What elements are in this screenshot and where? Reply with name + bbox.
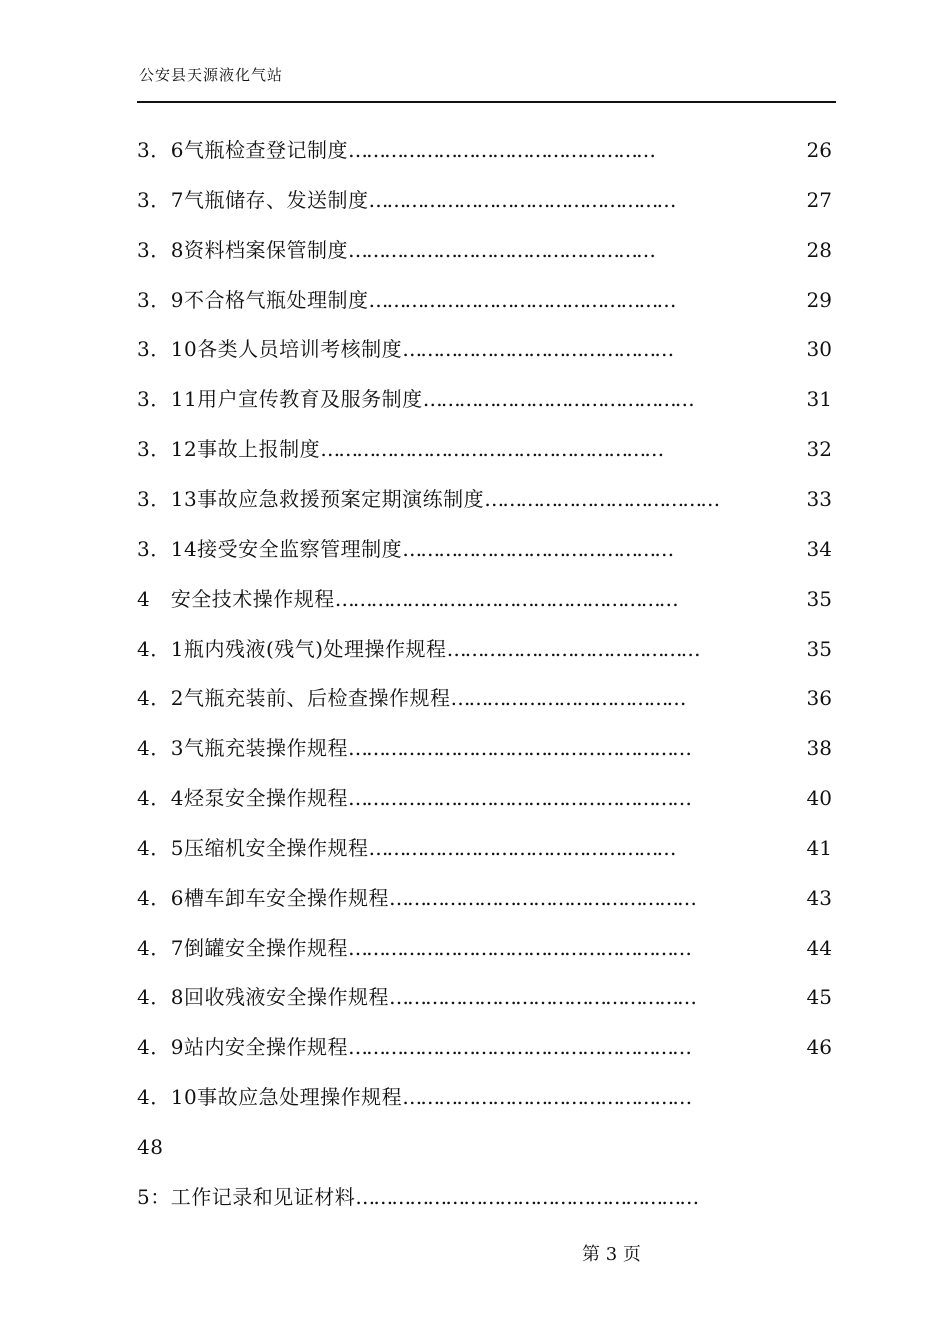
toc-entry-page-number: 26 bbox=[806, 138, 832, 162]
toc-entry-label: 3．14接受安全监察管理制度 bbox=[137, 537, 403, 561]
toc-entry-label: 5：工作记录和见证材料 bbox=[137, 1185, 356, 1209]
toc-entry-leader-dots: ………………………………… bbox=[450, 686, 685, 710]
toc-entry-page-number: 45 bbox=[806, 985, 832, 1009]
toc-entry-page-number: 46 bbox=[806, 1035, 832, 1059]
toc-entry[interactable] bbox=[137, 886, 695, 910]
toc-entry-page-number: 32 bbox=[806, 437, 832, 461]
toc-entry-label: 4．6槽车卸车安全操作规程 bbox=[137, 886, 389, 910]
toc-entry[interactable] bbox=[137, 537, 672, 561]
toc-entry[interactable] bbox=[137, 936, 690, 960]
page-header-title: 公安县天源液化气站 bbox=[139, 66, 284, 84]
toc-entry-label: 3．6气瓶检查登记制度 bbox=[137, 138, 348, 162]
toc-entry-page-number: 43 bbox=[806, 886, 832, 910]
toc-entry[interactable] bbox=[137, 337, 672, 361]
toc-entry-label: 4．3气瓶充装操作规程 bbox=[137, 736, 348, 760]
toc-entry[interactable] bbox=[137, 437, 662, 461]
toc-entry-leader-dots: ……………………………………… bbox=[402, 537, 673, 561]
toc-entry-leader-dots: …………………………………………… bbox=[347, 138, 654, 162]
toc-entry-label: 3．12事故上报制度 bbox=[137, 437, 321, 461]
toc-entry-label: 3．7气瓶储存、发送制度 bbox=[137, 188, 369, 212]
toc-entry[interactable] bbox=[137, 637, 699, 661]
toc-entry-label: 4．8回收残液安全操作规程 bbox=[137, 985, 389, 1009]
toc-entry-label: 4．2气瓶充装前、后检查操作规程 bbox=[137, 686, 451, 710]
toc-entry-page-number: 31 bbox=[806, 387, 832, 411]
toc-entry-leader-dots: ………………………………………………… bbox=[320, 437, 663, 461]
toc-entry[interactable] bbox=[137, 1085, 690, 1109]
toc-entry-page-number: 35 bbox=[806, 587, 832, 611]
toc-entry-page-number: 40 bbox=[806, 786, 832, 810]
toc-entry-label: 4．10事故应急处理操作规程 bbox=[137, 1085, 403, 1109]
toc-entry-leader-dots: ………………………………… bbox=[484, 487, 719, 511]
toc-entry-label: 4．7倒罐安全操作规程 bbox=[137, 936, 348, 960]
toc-entry-leader-dots: ………………………………………… bbox=[402, 1085, 691, 1109]
toc-entry[interactable] bbox=[137, 836, 674, 860]
toc-entry-page-number: 41 bbox=[806, 836, 832, 860]
toc-entry-label: 4 安全技术操作规程 bbox=[137, 587, 335, 611]
toc-entry-label: 3．8资料档案保管制度 bbox=[137, 238, 348, 262]
toc-entry-leader-dots: …………………………………………… bbox=[388, 985, 695, 1009]
toc-entry-leader-dots: ………………………………………………… bbox=[347, 1035, 690, 1059]
toc-entry[interactable] bbox=[137, 387, 693, 411]
toc-entry-leader-dots: …………………………………………… bbox=[347, 238, 654, 262]
toc-entry-label: 3．13事故应急救援预案定期演练制度 bbox=[137, 487, 485, 511]
toc-entry-page-number: 44 bbox=[806, 936, 832, 960]
toc-entry-label: 3．11用户宣传教育及服务制度 bbox=[137, 387, 423, 411]
toc-entry-label: 4．1瓶内残液(残气)处理操作规程 bbox=[137, 637, 447, 661]
toc-entry-leader-dots: …………………………………………… bbox=[368, 288, 675, 312]
toc-entry-page-number: 28 bbox=[806, 238, 832, 262]
toc-entry-leader-dots: ……………………………………… bbox=[402, 337, 673, 361]
toc-entry-leader-dots: ………………………………………………… bbox=[347, 736, 690, 760]
toc-entry-page-number: 29 bbox=[806, 288, 832, 312]
toc-entry-leader-dots: ……………………………………… bbox=[422, 387, 693, 411]
toc-entry[interactable] bbox=[137, 138, 654, 162]
toc-entry[interactable] bbox=[137, 238, 654, 262]
toc-entry-leader-dots: …………………………………… bbox=[446, 637, 699, 661]
toc-entry-label: 3．10各类人员培训考核制度 bbox=[137, 337, 403, 361]
toc-entry[interactable] bbox=[137, 1135, 163, 1159]
toc-entry[interactable] bbox=[137, 188, 674, 212]
toc-entry-leader-dots: …………………………………………… bbox=[368, 836, 675, 860]
toc-entry-leader-dots: ………………………………………………… bbox=[334, 587, 677, 611]
toc-entry-page-number: 33 bbox=[806, 487, 832, 511]
toc-entry-page-number: 38 bbox=[806, 736, 832, 760]
toc-entry-page-number: 35 bbox=[806, 637, 832, 661]
toc-entry[interactable] bbox=[137, 786, 690, 810]
toc-entry-leader-dots: ………………………………………………… bbox=[347, 936, 690, 960]
toc-entry[interactable] bbox=[137, 1185, 697, 1209]
header-divider bbox=[137, 101, 836, 103]
toc-entry-page-number: 27 bbox=[806, 188, 832, 212]
toc-entry[interactable] bbox=[137, 487, 718, 511]
toc-entry-label: 4．9站内安全操作规程 bbox=[137, 1035, 348, 1059]
toc-entry[interactable] bbox=[137, 587, 677, 611]
toc-entry-label: 3．9不合格气瓶处理制度 bbox=[137, 288, 369, 312]
toc-entry[interactable] bbox=[137, 686, 684, 710]
toc-entry-page-number: 34 bbox=[806, 537, 832, 561]
page-number-footer: 第 3 页 bbox=[582, 1244, 641, 1265]
toc-entry-page-number: 36 bbox=[806, 686, 832, 710]
toc-entry-page-number: 30 bbox=[806, 337, 832, 361]
toc-entry[interactable] bbox=[137, 736, 690, 760]
toc-entry[interactable] bbox=[137, 288, 674, 312]
toc-entry[interactable] bbox=[137, 985, 695, 1009]
toc-entry[interactable] bbox=[137, 1035, 690, 1059]
toc-entry-leader-dots: …………………………………………… bbox=[388, 886, 695, 910]
toc-entry-label: 48 bbox=[137, 1135, 164, 1159]
toc-entry-label: 4．4烃泵安全操作规程 bbox=[137, 786, 348, 810]
toc-entry-leader-dots: ………………………………………………… bbox=[347, 786, 690, 810]
toc-entry-label: 4．5压缩机安全操作规程 bbox=[137, 836, 369, 860]
toc-entry-leader-dots: ………………………………………………… bbox=[355, 1185, 698, 1209]
toc-entry-leader-dots: …………………………………………… bbox=[368, 188, 675, 212]
